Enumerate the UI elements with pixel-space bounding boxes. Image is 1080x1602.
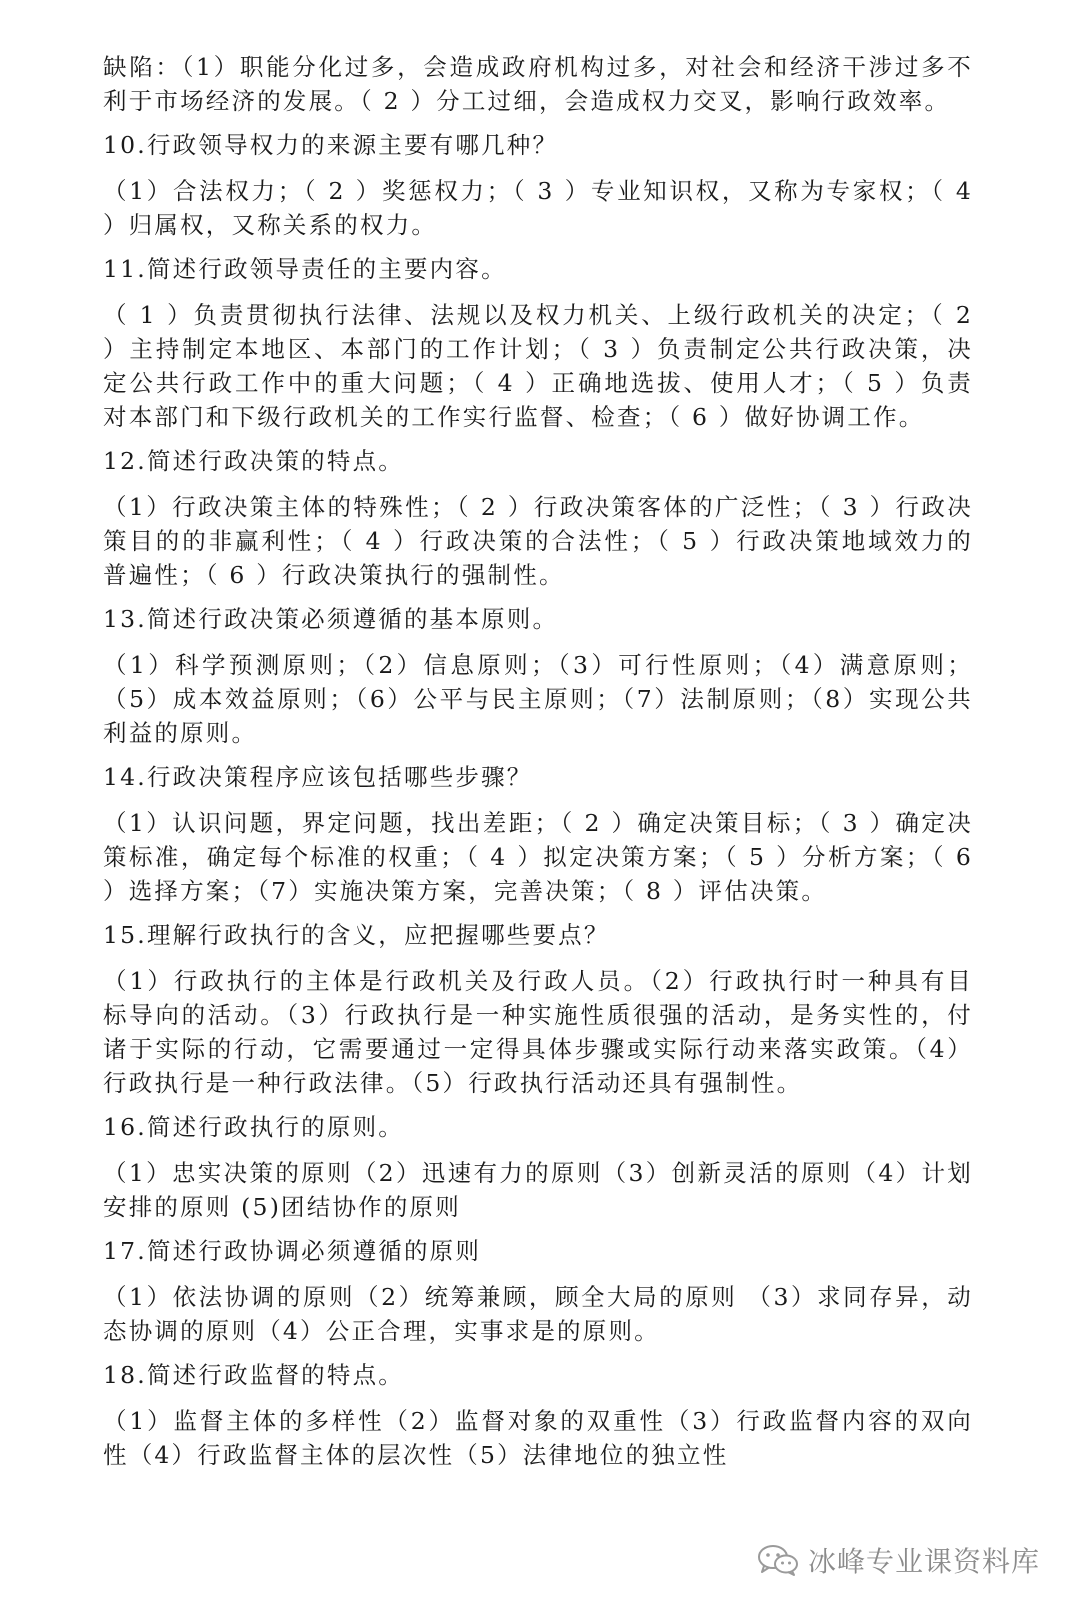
watermark bbox=[756, 1540, 1040, 1580]
question-10: 10.行政领导权力的来源主要有哪几种？ bbox=[103, 131, 559, 159]
answer-11: （ 1 ）负责贯彻执行法律、法规以及权力机关、上级行政机关的决定；（ 2 ）主持制定本地区、本部门的工作计划；（ 3 ）负责制定公共行政决策，决定公共行政工作中的重大问题；（ 4 ）正确地选拔、使用人才；（ 5 ）负责对本部门和下级行政机关的工作实行监督、检查；（ 6 ）做好协调工作。 bbox=[103, 301, 973, 431]
question-18: 18.简述行政监督的特点。 bbox=[103, 1361, 404, 1389]
answer-14: （1）认识问题，界定问题，找出差距；（ 2 ）确定决策目标；（ 3 ）确定决策标准，确定每个标准的权重；（ 4 ）拟定决策方案；（ 5 ）分析方案；（ 6 ）选择方案；（7）实施决策方案，完善决策；（ 8 ）评估决策。 bbox=[103, 809, 973, 905]
answer-16: （1）忠实决策的原则（2）迅速有力的原则（3）创新灵活的原则（4）计划安排的原则 (5)团结协作的原则 bbox=[103, 1159, 973, 1221]
wechat-icon bbox=[756, 1543, 800, 1577]
paragraph-defects: 缺陷：（1）职能分化过多，会造成政府机构过多，对社会和经济干涉过多不利于市场经济的发展。（ 2 ）分工过细，会造成权力交叉，影响行政效率。 bbox=[103, 53, 973, 115]
question-15: 15.理解行政执行的含义，应把握哪些要点？ bbox=[103, 921, 610, 949]
document-body bbox=[103, 50, 973, 1482]
answer-10: （1）合法权力；（ 2 ）奖惩权力；（ 3 ）专业知识权，又称为专家权；（ 4 ）归属权，又称关系的权力。 bbox=[103, 177, 973, 239]
question-12: 12.简述行政决策的特点。 bbox=[103, 447, 404, 475]
question-11: 11.简述行政领导责任的主要内容。 bbox=[103, 255, 507, 283]
answer-12: （1）行政决策主体的特殊性；（ 2 ）行政决策客体的广泛性；（ 3 ）行政决策目的的非赢利性；（ 4 ）行政决策的合法性；（ 5 ）行政决策地域效力的普遍性；（ 6 ）行政决策执行的强制性。 bbox=[103, 493, 973, 589]
question-17: 17.简述行政协调必须遵循的原则 bbox=[103, 1237, 482, 1265]
answer-18: （1）监督主体的多样性（2）监督对象的双重性（3）行政监督内容的双向性（4）行政监督主体的层次性（5）法律地位的独立性 bbox=[103, 1407, 973, 1469]
question-16: 16.简述行政执行的原则。 bbox=[103, 1113, 404, 1141]
answer-17: （1）依法协调的原则（2）统筹兼顾，顾全大局的原则 （3）求同存异，动态协调的原则（4）公正合理，实事求是的原则。 bbox=[103, 1283, 973, 1345]
answer-13: （1）科学预测原则；（2）信息原则；（3）可行性原则；（4）满意原则；（5）成本效益原则；（6）公平与民主原则；（7）法制原则；（8）实现公共利益的原则。 bbox=[103, 651, 973, 747]
answer-15: （1）行政执行的主体是行政机关及行政人员。（2）行政执行时一种具有目标导向的活动。（3）行政执行是一种实施性质很强的活动，是务实性的，付诸于实际的行动，它需要通过一定得具体步骤或实际行动来落实政策。（4）行政执行是一种行政法律。（5）行政执行活动还具有强制性。 bbox=[103, 967, 973, 1097]
question-14: 14.行政决策程序应该包括哪些步骤？ bbox=[103, 763, 533, 791]
question-13: 13.简述行政决策必须遵循的基本原则。 bbox=[103, 605, 559, 633]
watermark-text: 冰峰专业课资料库 bbox=[807, 1545, 1040, 1578]
